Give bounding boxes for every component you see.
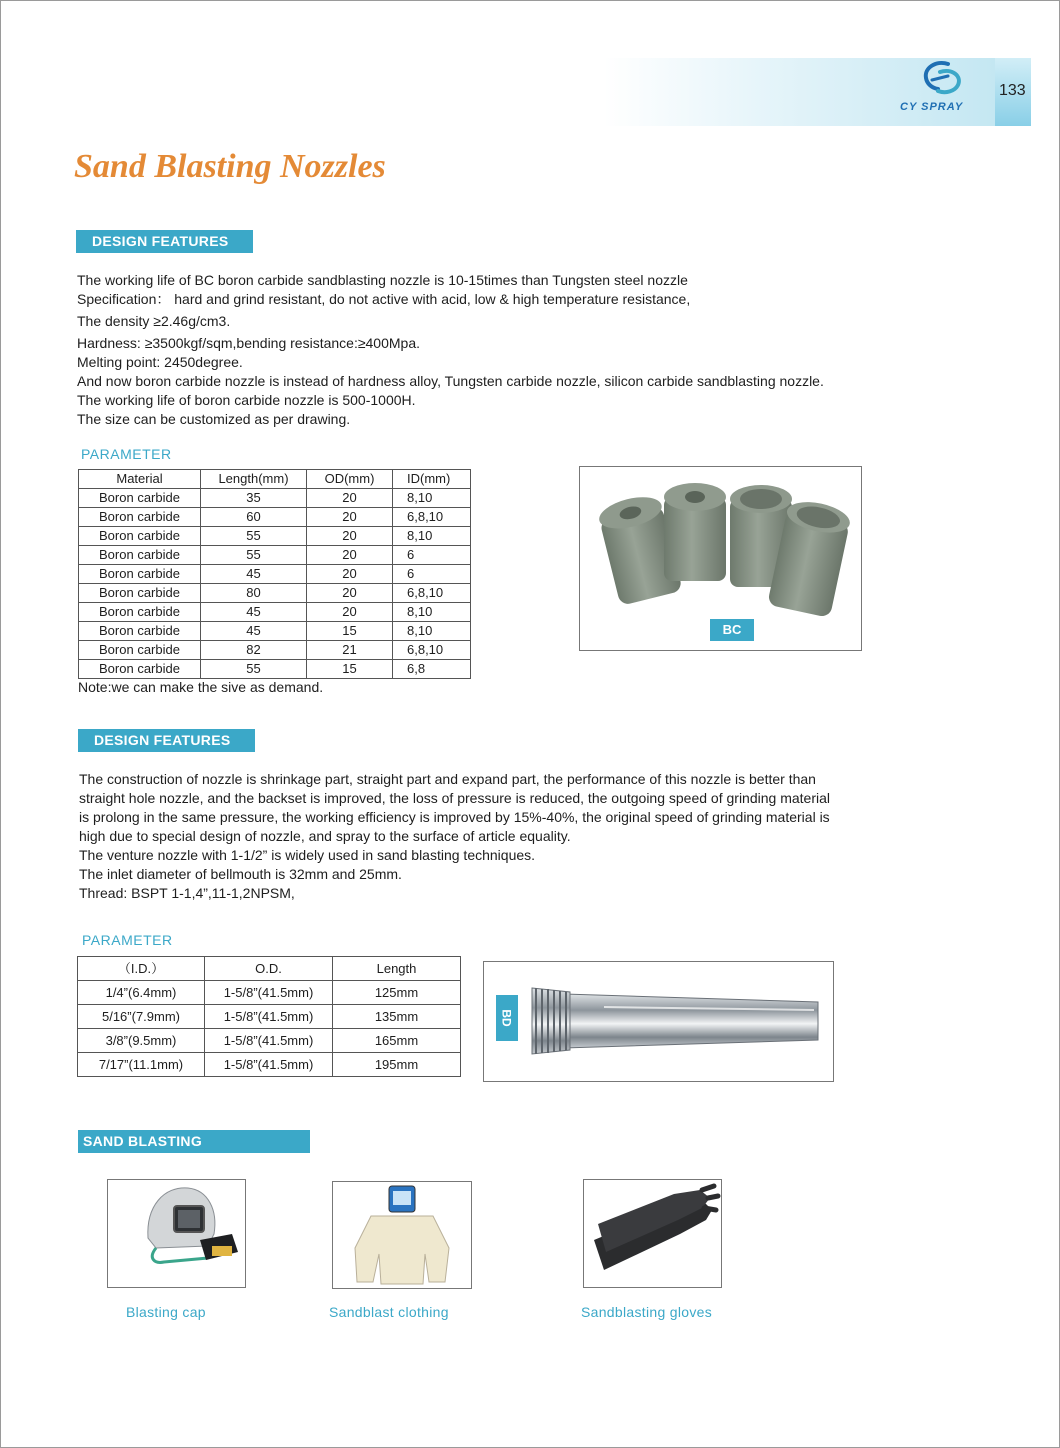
table-row (79, 660, 471, 679)
table-header-row (79, 470, 471, 489)
table-cell: 55 (201, 527, 307, 546)
feature-line: The density ≥2.46g/cm3. (77, 313, 231, 329)
table-cell: Boron carbide (79, 565, 201, 584)
table-cell: 8,10 (393, 489, 471, 508)
feature-line: The construction of nozzle is shrinkage part, straight part and expand part, the performance of this nozzle is better than (79, 771, 816, 787)
design-features-badge-1: DESIGN FEATURES (76, 230, 253, 253)
feature-line: The working life of BC boron carbide sandblasting nozzle is 10-15times than Tungsten steel nozzle (77, 272, 688, 288)
table-cell: 20 (307, 603, 393, 622)
sandblasting-gloves-image (583, 1179, 722, 1288)
table-cell: 45 (201, 603, 307, 622)
table-cell: 20 (307, 565, 393, 584)
page-title: Sand Blasting Nozzles (74, 148, 386, 185)
table-header-cell: （I.D.） (78, 957, 205, 981)
table-cell: Boron carbide (79, 641, 201, 660)
table-cell: 3/8”(9.5mm) (78, 1029, 205, 1053)
table-cell: 7/17”(11.1mm) (78, 1053, 205, 1077)
sandblast-clothing-image (332, 1181, 472, 1289)
table-row (79, 565, 471, 584)
table-cell: 8,10 (393, 603, 471, 622)
feature-line: Hardness: ≥3500kgf/sqm,bending resistance:≥400Mpa. (77, 335, 421, 351)
table-cell: Boron carbide (79, 508, 201, 527)
table-cell: 80 (201, 584, 307, 603)
cy-spray-logo-icon (918, 58, 966, 98)
table-cell: 8,10 (393, 622, 471, 641)
table-row (79, 622, 471, 641)
accessories-badge: SAND BLASTING ACCESSORIES (78, 1130, 310, 1153)
table-row (79, 584, 471, 603)
page-number: 133 (999, 82, 1026, 99)
header-band (604, 58, 1031, 126)
table-row (79, 527, 471, 546)
table-header-cell: ID(mm) (393, 470, 471, 489)
table-cell: 1-5/8”(41.5mm) (205, 981, 333, 1005)
bd-venturi-nozzle-illustration (484, 962, 833, 1081)
bd-nozzle-image (483, 961, 834, 1082)
table-cell: 20 (307, 508, 393, 527)
sandblast-clothing-icon (333, 1182, 471, 1288)
table-row (79, 641, 471, 660)
table-cell: 6,8,10 (393, 508, 471, 527)
table-cell: 20 (307, 546, 393, 565)
feature-line: The venture nozzle with 1-1/2” is widely used in sand blasting techniques. (79, 847, 536, 863)
table-cell: 165mm (333, 1029, 461, 1053)
table-cell: 1/4”(6.4mm) (78, 981, 205, 1005)
table-header-cell: OD(mm) (307, 470, 393, 489)
table-row (79, 603, 471, 622)
bc-parameter-table (78, 469, 471, 679)
feature-line: The inlet diameter of bellmouth is 32mm and 25mm. (79, 866, 402, 882)
feature-line: high due to special design of nozzle, and spray to the surface of article equality. (79, 828, 571, 844)
table-row (78, 1053, 461, 1077)
table-row (79, 546, 471, 565)
table-cell: 1-5/8”(41.5mm) (205, 1029, 333, 1053)
table-cell: 1-5/8”(41.5mm) (205, 1053, 333, 1077)
table-cell: 15 (307, 622, 393, 641)
bd-parameter-table (77, 956, 461, 1077)
table-cell: 60 (201, 508, 307, 527)
accessory-caption-sandblasting-gloves: Sandblasting gloves (581, 1304, 713, 1320)
table-cell: 6,8,10 (393, 641, 471, 660)
table-cell: 5/16”(7.9mm) (78, 1005, 205, 1029)
table-cell: 82 (201, 641, 307, 660)
feature-line: And now boron carbide nozzle is instead of hardness alloy, Tungsten carbide nozzle, silicon carbide sandblasting nozzle. (77, 373, 824, 389)
table-cell: 125mm (333, 981, 461, 1005)
table-note: Note:we can make the sive as demand. (78, 679, 324, 695)
brand-name: CY SPRAY (900, 101, 964, 113)
parameter-label-2: PARAMETER (82, 932, 173, 948)
table-header-cell: O.D. (205, 957, 333, 981)
table-cell: Boron carbide (79, 546, 201, 565)
table-cell: 6,8,10 (393, 584, 471, 603)
table-cell: 195mm (333, 1053, 461, 1077)
blasting-cap-icon (108, 1180, 245, 1287)
table-cell: Boron carbide (79, 603, 201, 622)
table-cell: Boron carbide (79, 584, 201, 603)
blasting-cap-image (107, 1179, 246, 1288)
table-cell: Boron carbide (79, 527, 201, 546)
table-row (79, 508, 471, 527)
feature-line: The working life of boron carbide nozzle is 500-1000H. (77, 392, 416, 408)
feature-line: Melting point: 2450degree. (77, 354, 243, 370)
table-row (79, 489, 471, 508)
table-cell: 6 (393, 546, 471, 565)
feature-line: Specification： hard and grind resistant, do not active with acid, low & high temperature resistance, (77, 291, 691, 307)
table-cell: 20 (307, 584, 393, 603)
table-header-row (78, 957, 461, 981)
bd-label-text: BD (500, 1009, 514, 1027)
accessory-caption-blasting-cap: Blasting cap (126, 1304, 206, 1320)
table-cell: 8,10 (393, 527, 471, 546)
table-cell: Boron carbide (79, 622, 201, 641)
accessory-caption-sandblast-clothing: Sandblast clothing (329, 1304, 449, 1320)
table-header-cell: Length (333, 957, 461, 981)
design-features-badge-2: DESIGN FEATURES (78, 729, 255, 752)
parameter-label-1: PARAMETER (81, 446, 172, 462)
table-cell: 55 (201, 546, 307, 565)
feature-line: Thread: BSPT 1-1,4”,11-1,2NPSM, (79, 885, 295, 901)
table-row (78, 981, 461, 1005)
bc-nozzle-image (579, 466, 862, 651)
table-cell: 55 (201, 660, 307, 679)
table-cell: 20 (307, 527, 393, 546)
table-cell: 15 (307, 660, 393, 679)
table-cell: Boron carbide (79, 660, 201, 679)
table-header-cell: Length(mm) (201, 470, 307, 489)
table-row (78, 1029, 461, 1053)
table-cell: 35 (201, 489, 307, 508)
table-row (78, 1005, 461, 1029)
sandblasting-gloves-icon (584, 1180, 721, 1287)
feature-line: is prolong in the same pressure, the working efficiency is improved by 15%-40%, the original speed of grinding material is (79, 809, 830, 825)
table-cell: 1-5/8”(41.5mm) (205, 1005, 333, 1029)
design-features-text-1 (77, 271, 824, 429)
table-cell: Boron carbide (79, 489, 201, 508)
feature-line: straight hole nozzle, and the backset is improved, the loss of pressure is reduced, the outgoing speed of grinding material (79, 790, 830, 806)
design-features-text-2 (79, 770, 830, 903)
table-cell: 21 (307, 641, 393, 660)
table-cell: 45 (201, 565, 307, 584)
feature-line: The size can be customized as per drawing. (77, 411, 351, 427)
table-cell: 135mm (333, 1005, 461, 1029)
table-cell: 20 (307, 489, 393, 508)
table-cell: 45 (201, 622, 307, 641)
bc-label: BC (710, 619, 754, 641)
table-cell: 6 (393, 565, 471, 584)
bd-label (496, 995, 518, 1041)
table-cell: 6,8 (393, 660, 471, 679)
table-header-cell: Material (79, 470, 201, 489)
